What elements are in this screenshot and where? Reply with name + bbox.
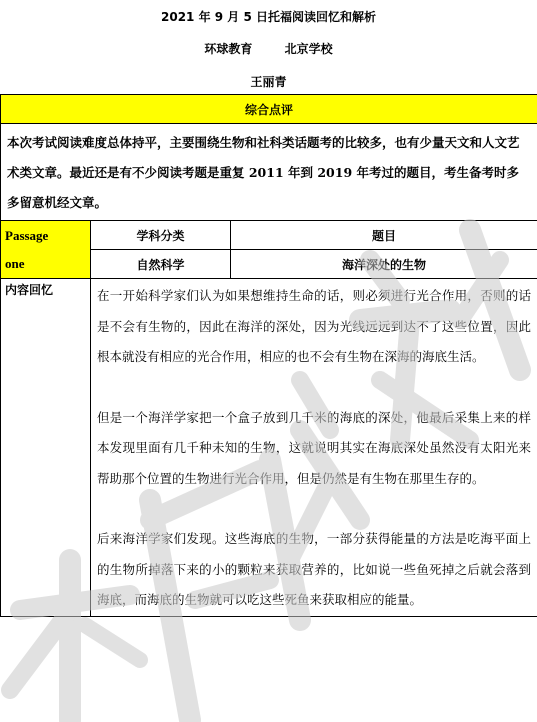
overview-text: 本次考试阅读难度总体持平，主要围绕生物和社科类话题考的比较多，也有少量天文和人文艺术类文章。最近还是有不少阅读考题是重复 2011 年到 2019 年考过的题目，考生备考时多多留意机经文章。 bbox=[1, 124, 537, 221]
recall-paragraph-1: 在一开始科学家们认为如果想维持生命的话，则必须进行光合作用，否则的话是不会有生物的，因此在海洋的深处，因为光线远远到达不了这些位置，因此根本就没有相应的光合作用，相应的也不会有生物在深海的海底生活。 bbox=[97, 288, 532, 364]
recall-label: 内容回忆 bbox=[1, 279, 91, 617]
author-name: 王丽青 bbox=[250, 75, 287, 89]
passage-header-row bbox=[1, 221, 537, 250]
passage-label bbox=[1, 221, 91, 279]
recall-paragraph-3: 后来海洋学家们发现。这些海底的生物，一部分获得能量的方法是吃海平面上的生物所掉落下来的小的颗粒来获取营养的，比如说一些鱼死掉之后就会落到海底，而海底的生物就可以吃这些死鱼来获取相应的能量。 bbox=[97, 531, 532, 607]
overview-heading-row bbox=[1, 95, 537, 124]
recall-paragraph-2: 但是一个海洋学家把一个盒子放到几千米的海底的深处，他最后采集上来的样本发现里面有几千种未知的生物，这就说明其实在海底深处虽然没有太阳光来帮助那个位置的生物进行光合作用，但是仍然是有生物在那里生存的。 bbox=[97, 409, 532, 486]
topic-header: 题目 bbox=[231, 221, 537, 250]
recall-row bbox=[1, 279, 537, 617]
org-name: 环球教育 bbox=[204, 42, 253, 56]
document-title: 2021 年 9 月 5 日托福阅读回忆和解析 bbox=[161, 10, 376, 24]
org-line bbox=[0, 40, 537, 57]
overview-heading: 综合点评 bbox=[1, 95, 537, 124]
category-header: 学科分类 bbox=[91, 221, 231, 250]
recall-content bbox=[91, 279, 537, 617]
overview-row bbox=[1, 124, 537, 221]
school-name: 北京学校 bbox=[284, 42, 333, 56]
passage-label-line1: Passage bbox=[5, 227, 49, 243]
passage-label-line2: one bbox=[5, 255, 25, 271]
category-value: 自然科学 bbox=[91, 250, 231, 279]
topic-value: 海洋深处的生物 bbox=[231, 250, 537, 279]
analysis-table bbox=[0, 94, 537, 617]
